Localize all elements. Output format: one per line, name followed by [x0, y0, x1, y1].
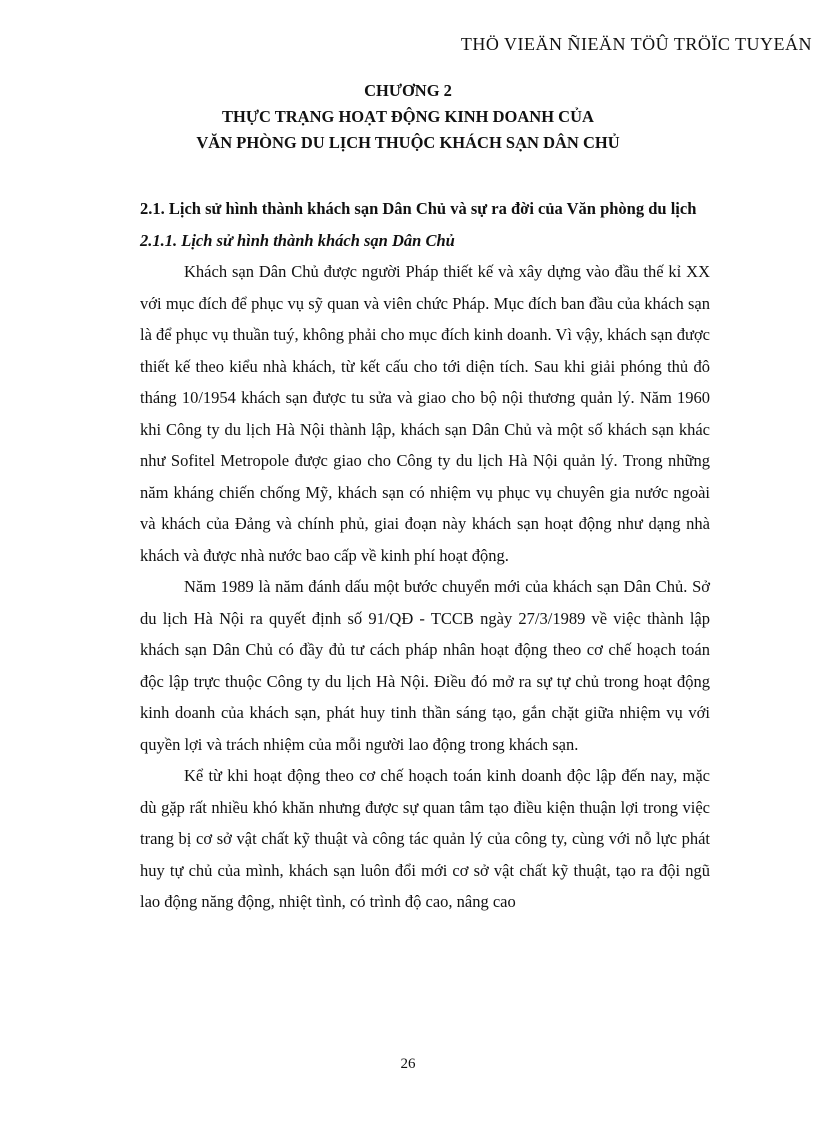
paragraph: Năm 1989 là năm đánh dấu một bước chuyển mới của khách sạn Dân Chủ. Sở du lịch Hà Nội ra quyết định số 91/QĐ - TCCB ngày 27/3/1989 về việc thành lập khách sạn Dân Chủ có đầy đủ tư cách pháp nhân hoạt động theo cơ chế hoạch toán độc lập trực thuộc Công ty du lịch Hà Nội. Điều đó mở ra sự tự chủ trong hoạt động kinh doanh của khách sạn, phát huy tinh thần sáng tạo, gắn chặt giữa nhiệm vụ với quyền lợi và trách nhiệm của mỗi người lao động trong khách sạn. — [140, 577, 710, 754]
paragraph: Khách sạn Dân Chủ được người Pháp thiết kế và xây dựng vào đầu thế kỉ XX với mục đích để phục vụ sỹ quan và viên chức Pháp. Mục đích ban đầu của khách sạn là để phục vụ thuần tuý, không phải cho mục đích kinh doanh. Vì vậy, khách sạn được thiết kế theo kiểu nhà khách, từ kết cấu cho tới diện tích. Sau khi giải phóng thủ đô tháng 10/1954 khách sạn được tu sửa và giao cho bộ nội thương quản lý. Năm 1960 khi Công ty du lịch Hà Nội thành lập, khách sạn Dân Chủ và một số khách sạn khác như Sofitel Metropole được giao cho Công ty du lịch Hà Nội quản lý. Trong những năm kháng chiến chống Mỹ, khách sạn có nhiệm vụ phục vụ chuyên gia nước ngoài và khách của Đảng và chính phủ, giai đoạn này khách sạn hoạt động như dạng nhà khách và được nhà nước bao cấp về kinh phí hoạt động. — [140, 262, 710, 565]
paragraph: Kể từ khi hoạt động theo cơ chế hoạch toán kinh doanh độc lập đến nay, mặc dù gặp rất nhiều khó khăn nhưng được sự quan tâm tạo điều kiện thuận lợi trong việc trang bị cơ sở vật chất kỹ thuật và công tác quản lý của công ty, cùng với nỗ lực phát huy tự chủ của mình, khách sạn luôn đổi mới cơ sở vật chất kỹ thuật, tạo ra đội ngũ lao động năng động, nhiệt tình, có trình độ cao, nâng cao — [140, 766, 710, 911]
chapter-title-line-1: THỰC TRẠNG HOẠT ĐỘNG KINH DOANH CỦA — [222, 107, 594, 126]
section-heading: 2.1. Lịch sử hình thành khách sạn Dân Chủ và sự ra đời của Văn phòng du lịch — [140, 199, 697, 218]
subsection-heading: 2.1.1. Lịch sử hình thành khách sạn Dân Chủ — [140, 230, 455, 250]
document-body — [140, 193, 710, 918]
chapter-title-line-2: VĂN PHÒNG DU LỊCH THUỘC KHÁCH SẠN DÂN CHỦ — [196, 133, 620, 152]
page-number: 26 — [400, 1056, 416, 1072]
header-watermark: THÖ VIEÄN ÑIEÄN TÖÛ TRÖÏC TUYEÁN — [460, 34, 812, 54]
chapter-heading — [0, 78, 816, 156]
chapter-number: CHƯƠNG 2 — [364, 81, 452, 100]
